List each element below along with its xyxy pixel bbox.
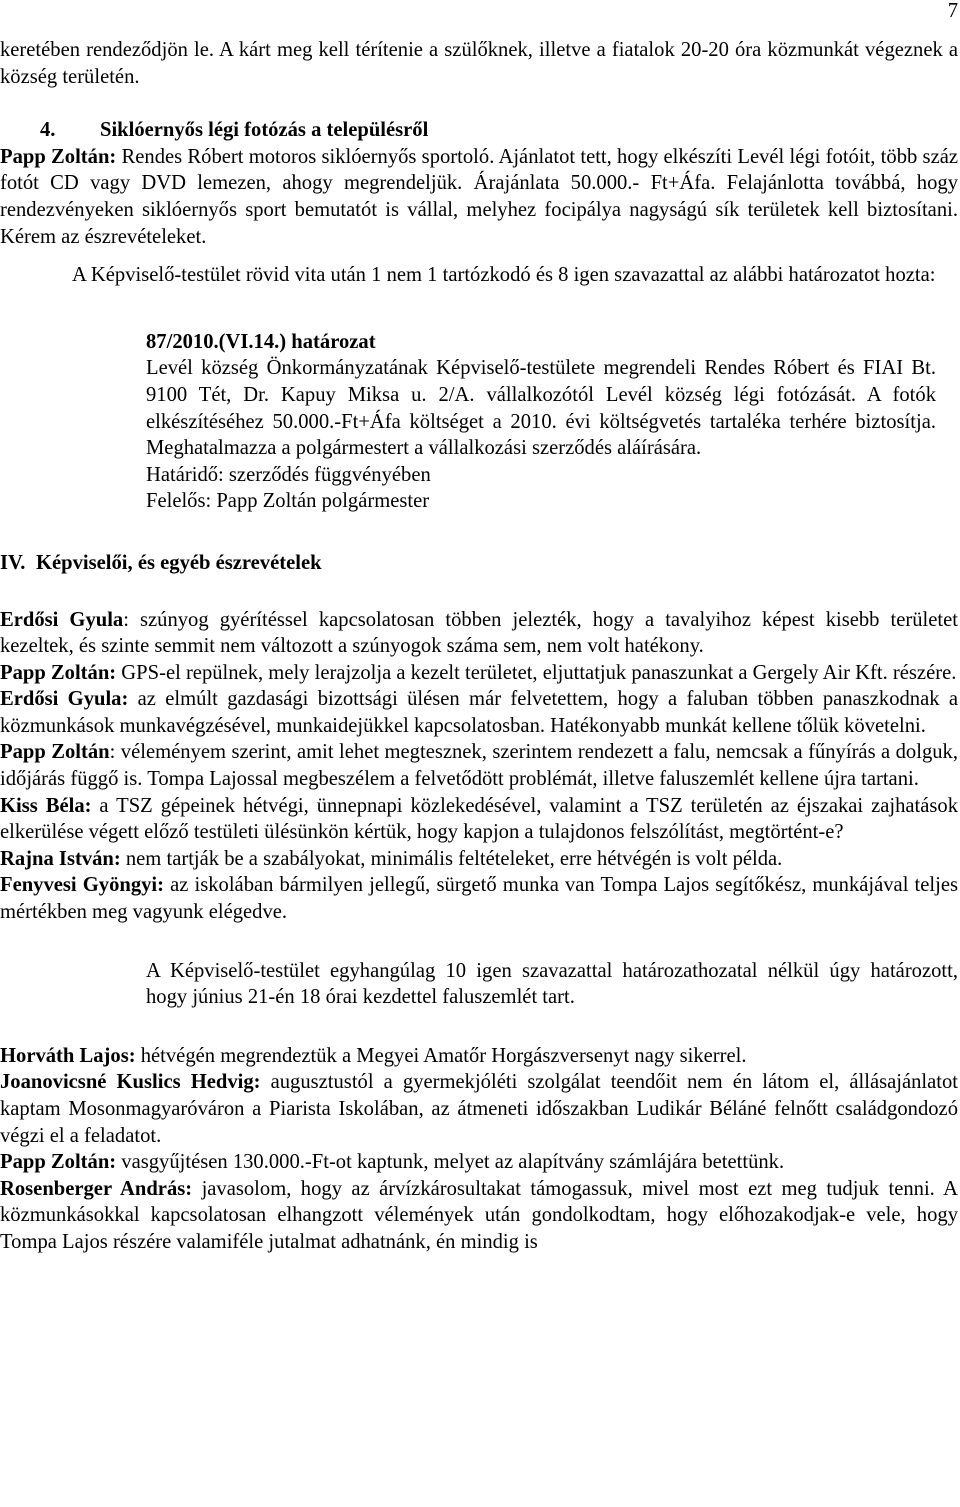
comment-text: az iskolában bármilyen jellegű, sürgető munka van Tompa Lajos segítőkész, munkájával teljes mértékben meg vagyunk elégedve.	[0, 874, 958, 924]
agenda-item-paragraph	[0, 144, 958, 250]
speaker-name: Joanovicsné Kuslics Hedvig:	[0, 1071, 261, 1094]
speaker-name: Rosenberger András:	[0, 1177, 193, 1200]
speaker-separator: :	[123, 608, 129, 631]
comment-paragraph	[0, 739, 958, 792]
resolution-responsible: Felelős: Papp Zoltán polgármester	[146, 490, 430, 513]
resolution-deadline: Határidő: szerződés függvényében	[146, 463, 431, 486]
agenda-item-heading	[0, 117, 958, 144]
comment-text: nem tartják be a szabályokat, minimális feltételeket, erre hétvégén is volt példa.	[120, 847, 783, 870]
comment-paragraph	[0, 1176, 958, 1256]
speaker-name: Papp Zoltán	[0, 741, 110, 764]
comment-text: szúnyog gyérítéssel kapcsolatosan többen jelezték, hogy a tavalyihoz képest kisebb területet kezeltek, és szinte semmit nem változott a szúnyogok száma sem, nem volt hatékony.	[0, 608, 958, 658]
resolution-body: Levél község Önkormányzatának Képviselő-testülete megrendeli Rendes Róbert és FIAI Bt. 9100 Tét, Dr. Kapuy Miksa u. 2/A. vállalkozótól Levél község légi fotózását. A fotók elkészítéséhez 50.000.-Ft+Áfa költséget a 2010. évi költségvetés tartaléka terhére biztosítja. Meghatalmazza a polgármestert a vállalkozási szerződés aláírására.	[146, 357, 936, 460]
speaker-name: Horváth Lajos:	[0, 1044, 136, 1067]
comment-paragraph	[0, 660, 958, 687]
agenda-item-title: Siklóernyős légi fotózás a településről	[100, 119, 429, 142]
comment-paragraph	[0, 846, 958, 873]
comment-paragraph	[0, 1069, 958, 1149]
comment-paragraph	[0, 1149, 958, 1176]
comment-text: hétvégén megrendeztük a Megyei Amatőr Horgászversenyt nagy sikerrel.	[135, 1044, 747, 1067]
comment-paragraph	[0, 686, 958, 739]
comment-paragraph	[0, 607, 958, 660]
comment-paragraph	[0, 872, 958, 925]
agenda-item-number: 4.	[40, 119, 56, 142]
speaker-name: Papp Zoltán:	[0, 661, 117, 684]
speaker-separator: :	[109, 741, 116, 764]
section-heading	[0, 550, 958, 577]
speaker-name: Erdősi Gyula	[0, 608, 124, 631]
section-number: IV.	[0, 551, 26, 574]
decision-paragraph: A Képviselő-testület egyhangúlag 10 igen szavazattal határozathozatal nélkül úgy határozott, hogy június 21-én 18 órai kezdettel faluszemlét tart.	[146, 959, 958, 1009]
document-body	[0, 37, 958, 1256]
speaker-name: Rajna István:	[0, 847, 121, 870]
comment-text: véleményem szerint, amit lehet megtesznek, szerintem rendezett a falu, nemcsak a fűnyírás a dolguk, időjárás függő is. Tompa Lajossal megbeszélem a felvetődött problémát, illetve faluszemlét kellene újra tartani.	[0, 741, 958, 791]
comment-text: az elmúlt gazdasági bizottsági ülésen már felvetettem, hogy a faluban többen panaszkodnak a közmunkások munkavégzésével, munkaidejükkel kapcsolatosban. Hatékonyabb munkát kellene tőlük követelni.	[0, 688, 959, 737]
comment-text: vasgyűjtésen 130.000.-Ft-ot kaptunk, melyet az alapítvány számlájára betettünk.	[116, 1151, 785, 1174]
speaker-text: Rendes Róbert motoros siklóernyős sportoló. Ajánlatot tett, hogy elkészíti Levél légi fotóit, több száz fotót CD vagy DVD lemezen, ahogy megrendeljük. Árajánlata 50.000.- Ft+Áfa. Felajánlotta továbbá, hogy rendezvényeken siklóernyős sport bemutatót is vállal, melyhez focipálya nagyságú sík területek kell biztosítani. Kérem az észrevételeket.	[0, 145, 958, 248]
comment-text: GPS-el repülnek, mely lerajzolja a kezelt területet, eljuttatjuk panaszunkat a Gergely Air Kft. részére.	[116, 661, 957, 684]
section-title: Képviselői, és egyéb észrevételek	[36, 551, 322, 574]
comment-text: a TSZ gépeinek hétvégi, ünnepnapi közlekedésével, valamint a TSZ területén az éjszakai zajhatások elkerülése végett előző testületi ülésünkön kértük, hogy kapjon a tulajdonos felszólítást, megtörtént-e?	[0, 794, 959, 844]
resolution-block	[0, 329, 936, 515]
comment-paragraph	[0, 793, 958, 846]
vote-paragraph: A Képviselő-testület rövid vita után 1 nem 1 tartózkodó és 8 igen szavazattal az alábbi határozatot hozta:	[72, 264, 936, 287]
comments-list	[0, 607, 958, 926]
speaker-name: Kiss Béla:	[0, 794, 92, 817]
speaker-name: Papp Zoltán:	[0, 145, 117, 168]
intro-paragraph: keretében rendeződjön le. A kárt meg kell térítenie a szülőknek, illetve a fiatalok 20-20 óra közmunkát végeznek a község területén.	[0, 39, 958, 88]
page-number: 7	[947, 0, 958, 22]
speaker-name: Erdősi Gyula:	[0, 688, 129, 711]
comment-paragraph	[0, 1043, 958, 1070]
comment-text: javasolom, hogy az árvízkárosultakat támogassuk, mivel most ezt meg tudjuk tenni. A közmunkásokkal kapcsolatosan elhangzott vélemények után gondolkodtam, hogy előhozakodjak-e vele, hogy Tompa Lajos részére valamiféle jutalmat adhatnánk, én mindig is	[0, 1177, 958, 1253]
agenda-item-4	[0, 117, 958, 250]
speaker-name: Papp Zoltán:	[0, 1151, 117, 1174]
comment-text: augusztustól a gyermekjóléti szolgálat teendőit nem én látom el, állásajánlatot kaptam Mosonmagyaróváron a Piarista Iskolában, az átmeneti időszakban Ludikár Béláné felnőtt családgondozó végzi el a feladatot.	[0, 1071, 958, 1147]
comments-list-continued	[0, 1043, 958, 1256]
resolution-title: 87/2010.(VI.14.) határozat	[146, 330, 376, 353]
speaker-name: Fenyvesi Gyöngyi:	[0, 874, 164, 897]
